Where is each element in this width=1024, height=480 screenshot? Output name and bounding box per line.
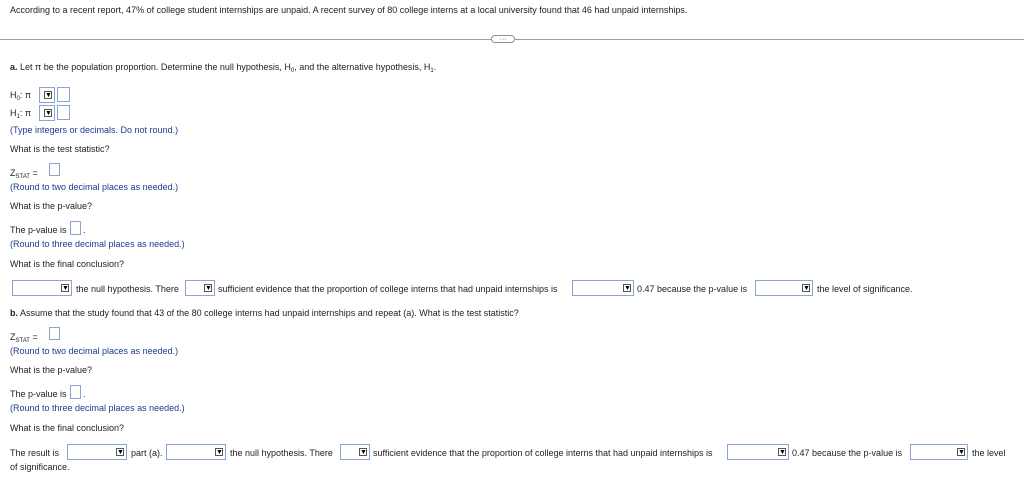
reject-select[interactable] (12, 280, 72, 296)
chevron-down-icon: ▼ (62, 285, 69, 292)
chevron-down-icon: ▼ (117, 449, 124, 456)
stat-hint: (Round to two decimal places as needed.) (10, 346, 179, 356)
p-value-input[interactable] (70, 385, 81, 399)
conclusion-text-4: the level of significance. (817, 284, 913, 294)
comparison-select[interactable] (727, 444, 789, 460)
question-conclusion: What is the final conclusion? (10, 423, 125, 433)
conclusion-text-5: of significance. (10, 462, 70, 472)
more-button[interactable]: ··· (491, 35, 515, 43)
conclusion-text-1: the null hypothesis. There (76, 284, 179, 294)
question-conclusion: What is the final conclusion? (10, 259, 125, 269)
result-select[interactable] (67, 444, 127, 460)
part-b-prompt: b. Assume that the study found that 43 of the 80 college interns had unpaid internships and repeat (a). What is the test statistic? (10, 308, 519, 318)
period: . (83, 225, 86, 235)
chevron-down-icon: ▼ (779, 449, 786, 456)
conclusion-text-1: the null hypothesis. There (230, 448, 333, 458)
h0-value-input[interactable] (57, 87, 70, 102)
chevron-down-icon: ▼ (216, 449, 223, 456)
h0-label: $H_0$: π (10, 90, 32, 102)
conclusion-text-4: the level (972, 448, 1006, 458)
stat-hint: (Round to two decimal places as needed.) (10, 182, 179, 192)
h1-label: $H_1$: π (10, 108, 32, 120)
h1-operator-select[interactable] (39, 105, 55, 121)
zstat-label: $Z_{STAT}$ = (10, 332, 38, 344)
hypothesis-hint: (Type integers or decimals. Do not round.) (10, 125, 179, 135)
question-test-statistic: What is the test statistic? (10, 144, 110, 154)
h0-operator-select[interactable] (39, 87, 55, 103)
pvalue-compare-select[interactable] (755, 280, 813, 296)
zstat-label: $Z_{STAT}$ = (10, 168, 38, 180)
p-value-label: The p-value is (10, 225, 67, 235)
chevron-down-icon: ▼ (958, 449, 965, 456)
reject-select[interactable] (166, 444, 226, 460)
question-p-value: What is the p-value? (10, 365, 93, 375)
result-label: The result is (10, 448, 60, 458)
conclusion-text-3: 0.47 because the p-value is (637, 284, 748, 294)
p-value-hint: (Round to three decimal places as needed.) (10, 239, 185, 249)
part-a-prompt: a. Let π be the population proportion. Determine the null hypothesis, $H_0$, and the alternative hypothesis, $H_1$. (10, 62, 437, 74)
chevron-down-icon: ▼ (45, 110, 52, 117)
period: . (83, 389, 86, 399)
evidence-select[interactable] (340, 444, 370, 460)
h1-value-input[interactable] (57, 105, 70, 120)
conclusion-text-2: sufficient evidence that the proportion of college interns that had unpaid internships is (373, 448, 713, 458)
comparison-select[interactable] (572, 280, 634, 296)
conclusion-text-2: sufficient evidence that the proportion of college interns that had unpaid internships is (218, 284, 558, 294)
pvalue-compare-select[interactable] (910, 444, 968, 460)
question-p-value: What is the p-value? (10, 201, 93, 211)
p-value-input[interactable] (70, 221, 81, 235)
chevron-down-icon: ▼ (205, 285, 212, 292)
p-value-hint: (Round to three decimal places as needed.) (10, 403, 185, 413)
chevron-down-icon: ▼ (45, 92, 52, 99)
evidence-select[interactable] (185, 280, 215, 296)
chevron-down-icon: ▼ (360, 449, 367, 456)
result-text: part (a). (131, 448, 163, 458)
p-value-label: The p-value is (10, 389, 67, 399)
conclusion-text-3: 0.47 because the p-value is (792, 448, 903, 458)
zstat-input[interactable] (49, 163, 60, 176)
chevron-down-icon: ▼ (624, 285, 631, 292)
zstat-input[interactable] (49, 327, 60, 340)
chevron-down-icon: ▼ (803, 285, 810, 292)
problem-statement: According to a recent report, 47% of college student internships are unpaid. A recent survey of 80 college interns at a local university found that 46 had unpaid internships. (10, 5, 688, 15)
